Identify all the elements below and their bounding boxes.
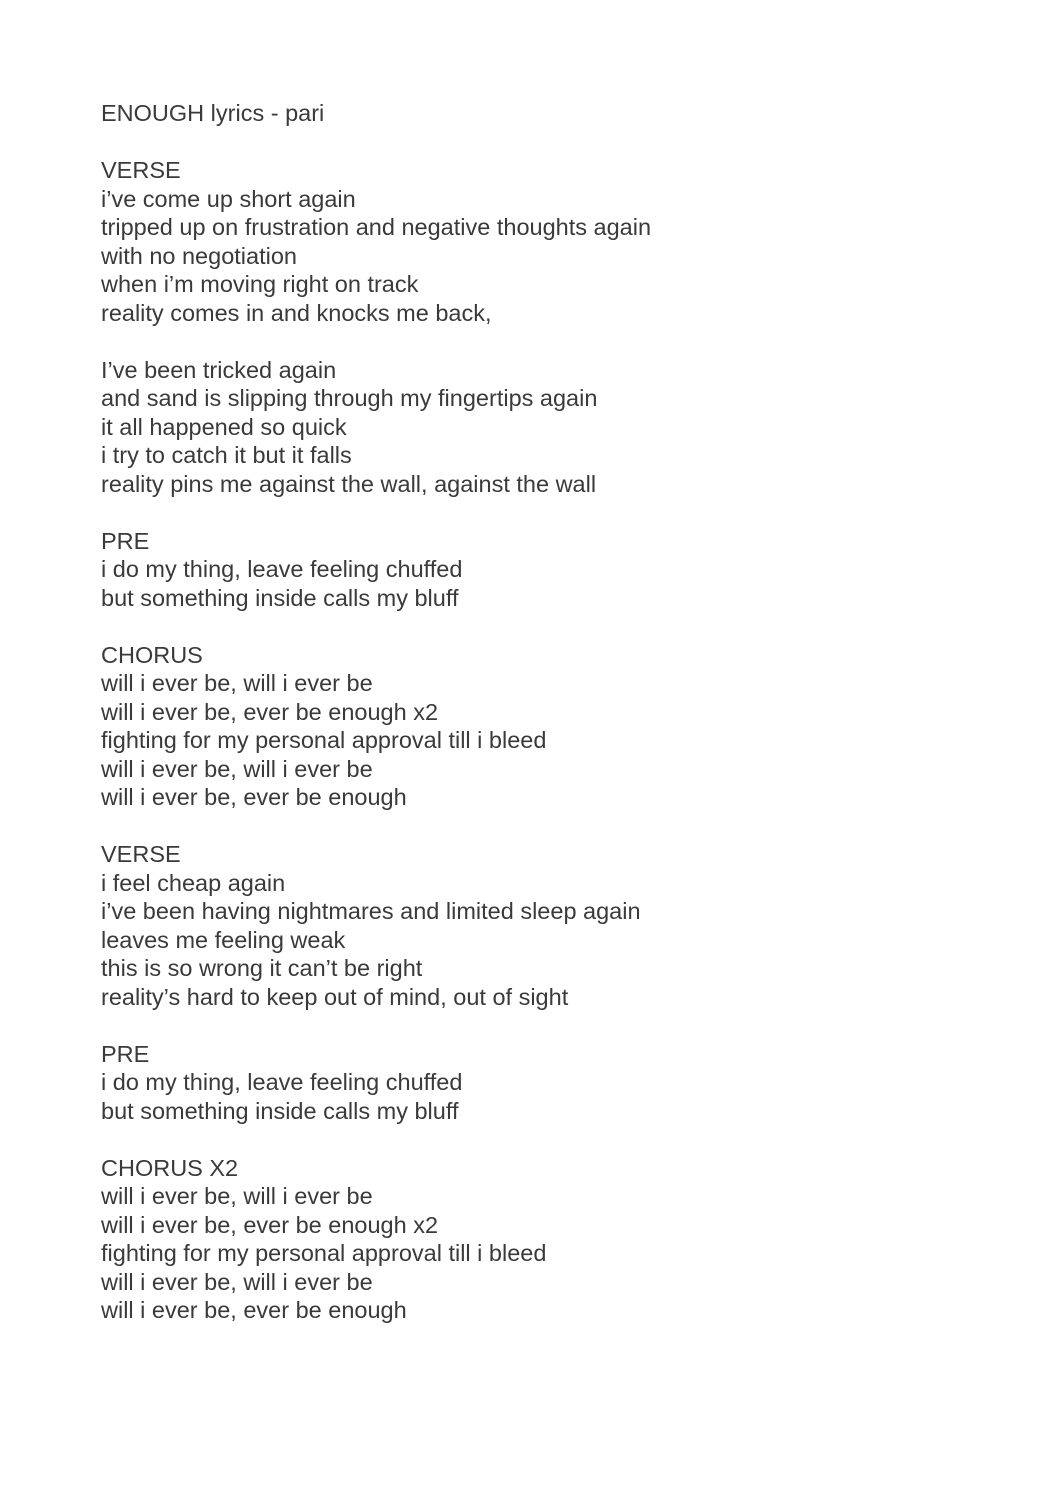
- lyric-line: reality comes in and knocks me back,: [101, 299, 492, 326]
- lyric-line: i feel cheap again: [101, 869, 286, 896]
- lyric-line: i’ve come up short again: [101, 185, 356, 212]
- lyric-line: will i ever be, ever be enough: [101, 784, 407, 810]
- lyric-line: when i’m moving right on track: [101, 271, 419, 297]
- spacer: [101, 1011, 1001, 1040]
- document-title: ENOUGH lyrics - pari: [101, 100, 325, 126]
- spacer: [101, 498, 1001, 527]
- lyric-line: i try to catch it but it falls: [101, 442, 352, 468]
- lyrics-document: [101, 99, 1001, 1325]
- section-heading: PRE: [101, 1040, 150, 1067]
- lyric-line: will i ever be, will i ever be: [101, 670, 373, 696]
- lyric-line: leaves me feeling weak: [101, 926, 346, 953]
- spacer: [101, 128, 1001, 157]
- lyric-line: tripped up on frustration and negative thoughts again: [101, 214, 652, 240]
- lyric-line: reality’s hard to keep out of mind, out of sight: [101, 983, 569, 1010]
- lyric-line: reality pins me against the wall, against the wall: [101, 470, 597, 497]
- lyric-line: i do my thing, leave feeling chuffed: [101, 1069, 463, 1095]
- lyric-line: but something inside calls my bluff: [101, 584, 459, 611]
- spacer: [101, 612, 1001, 641]
- lyric-line: will i ever be, ever be enough x2: [101, 1211, 439, 1238]
- lyric-line: it all happened so quick: [101, 413, 347, 440]
- section-heading: PRE: [101, 527, 150, 554]
- lyric-line: i do my thing, leave feeling chuffed: [101, 556, 463, 582]
- section-heading: CHORUS X2: [101, 1154, 239, 1181]
- lyric-line: will i ever be, ever be enough x2: [101, 698, 439, 725]
- section-heading: VERSE: [101, 841, 181, 867]
- lyric-line: this is so wrong it can’t be right: [101, 955, 423, 981]
- spacer: [101, 1125, 1001, 1154]
- lyric-line: will i ever be, will i ever be: [101, 1268, 373, 1295]
- spacer: [101, 327, 1001, 356]
- lyric-line: will i ever be, will i ever be: [101, 1183, 373, 1209]
- lyric-line: I’ve been tricked again: [101, 356, 337, 383]
- lyric-line: but something inside calls my bluff: [101, 1097, 459, 1124]
- spacer: [101, 812, 1001, 841]
- section-heading: VERSE: [101, 157, 181, 183]
- lyric-line: i’ve been having nightmares and limited sleep again: [101, 898, 641, 924]
- lyric-line: fighting for my personal approval till i bleed: [101, 1240, 547, 1266]
- section-heading: CHORUS: [101, 641, 203, 668]
- lyric-line: fighting for my personal approval till i bleed: [101, 727, 547, 753]
- lyric-line: will i ever be, ever be enough: [101, 1297, 407, 1323]
- lyric-line: will i ever be, will i ever be: [101, 755, 373, 782]
- lyric-line: and sand is slipping through my fingertips again: [101, 385, 598, 411]
- lyric-line: with no negotiation: [101, 242, 297, 269]
